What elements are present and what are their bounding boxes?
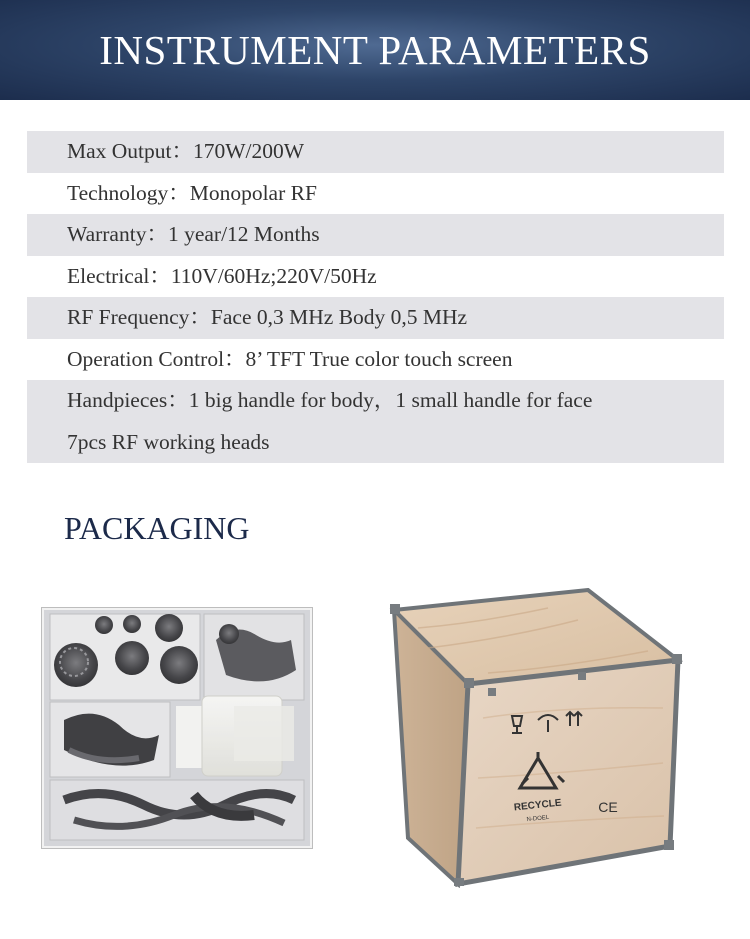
parameters-table bbox=[27, 131, 724, 463]
param-row-operation-control bbox=[27, 339, 724, 381]
wooden-crate-illustration bbox=[388, 588, 684, 888]
param-value: 110V/60Hz;220V/50Hz bbox=[170, 263, 377, 288]
param-label: Handpieces： bbox=[67, 388, 189, 412]
packaging-contents-photo bbox=[42, 608, 312, 848]
param-label: Technology： bbox=[67, 180, 190, 205]
param-label: RF Frequency： bbox=[67, 305, 211, 329]
packaging-contents-illustration bbox=[44, 610, 310, 846]
param-label: Warranty： bbox=[67, 222, 168, 246]
param-row-electrical bbox=[27, 256, 724, 298]
param-row-technology bbox=[27, 173, 724, 215]
param-label: Operation Control： bbox=[67, 346, 246, 371]
param-row-max-output bbox=[27, 131, 724, 173]
param-label: Electrical： bbox=[67, 263, 171, 288]
ce-mark: CE bbox=[598, 799, 618, 815]
param-value: 1 year/12 Months bbox=[167, 222, 320, 246]
wooden-crate-photo bbox=[388, 588, 684, 888]
param-row-warranty bbox=[27, 214, 724, 256]
param-value: 170W/200W bbox=[193, 139, 305, 163]
param-value-continued: 7pcs RF working heads bbox=[67, 429, 270, 454]
param-value: Face 0,3 MHz Body 0,5 MHz bbox=[210, 305, 468, 329]
recycle-label: RECYCLE bbox=[513, 797, 563, 814]
page-title: INSTRUMENT PARAMETERS bbox=[99, 27, 651, 73]
param-value: 8’ TFT True color touch screen bbox=[245, 346, 513, 371]
packaging-heading: PACKAGING bbox=[64, 510, 250, 546]
param-row-handpieces bbox=[27, 380, 724, 463]
param-label: Max Output： bbox=[67, 139, 194, 163]
param-value: Monopolar RF bbox=[189, 180, 317, 205]
recycle-sublabel: N-DOEL bbox=[526, 814, 550, 824]
header-banner bbox=[0, 0, 750, 100]
param-row-rf-frequency bbox=[27, 297, 724, 339]
param-value: 1 big handle for body，1 small handle for face bbox=[188, 388, 593, 412]
